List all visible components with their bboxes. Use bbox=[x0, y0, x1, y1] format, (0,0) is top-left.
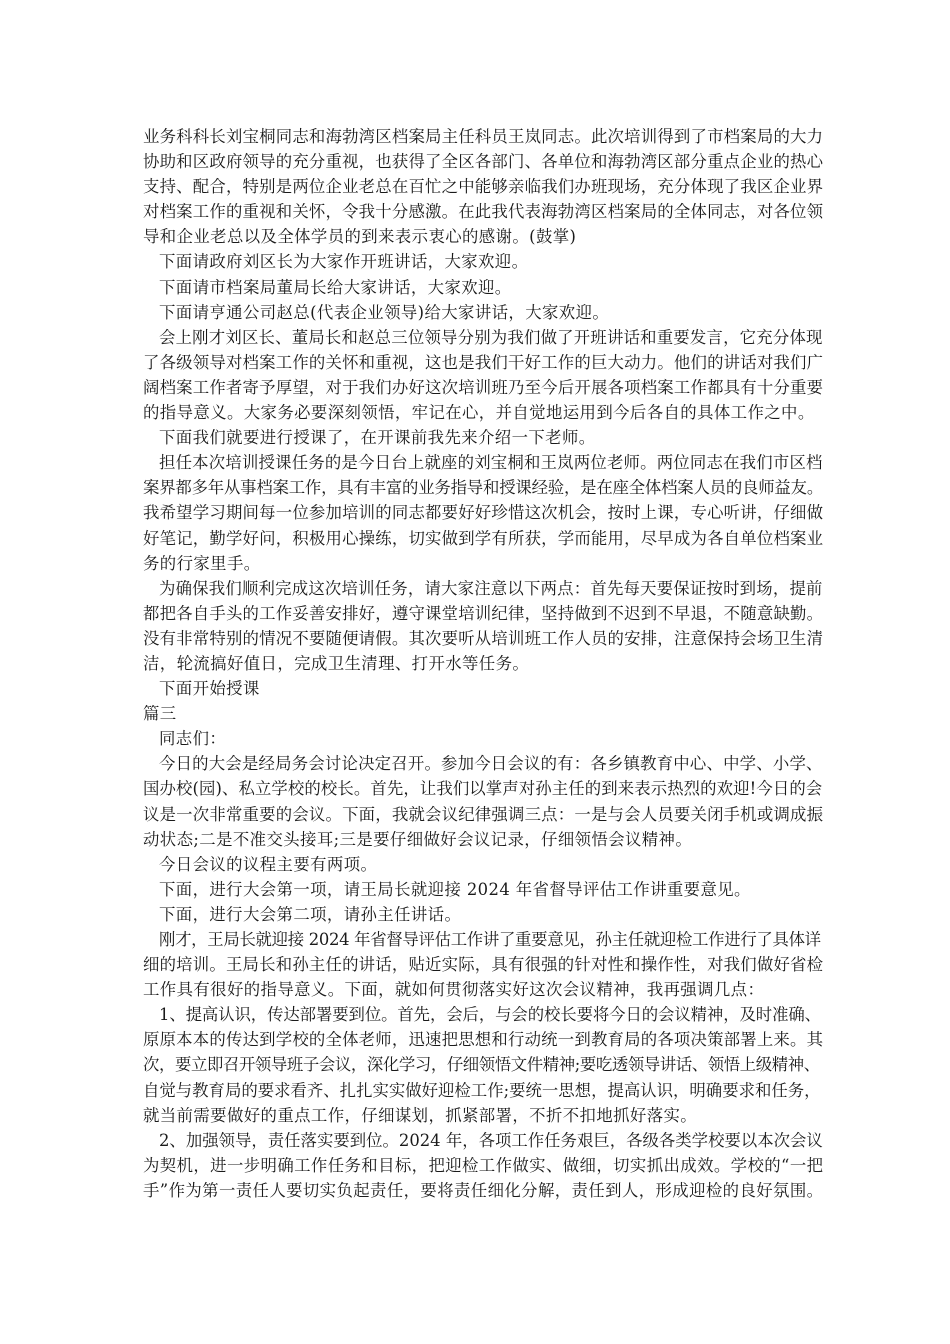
text-line: 今日会议的议程主要有两项。 bbox=[159, 854, 378, 874]
text-line: 工作具有很好的指导意义。下面，就如何贯彻落实好这次会议精神，我再强调几点： bbox=[143, 980, 765, 1000]
text-line: 我希望学习期间每一位参加培训的同志都要好好珍惜这次机会，按时上课，专心听讲，仔细做 bbox=[143, 503, 824, 523]
text-line: 下面开始授课 bbox=[159, 679, 260, 699]
text-line: 国办校(园)、私立学校的校长。首先，让我们以掌声对孙主任的到来表示热烈的欢迎!今日的会 bbox=[143, 779, 823, 799]
text-line: 洁，轮流搞好值日，完成卫生清理、打开水等任务。 bbox=[143, 653, 530, 673]
text-line: 没有非常特别的情况不要随便请假。其次要听从培训班工作人员的安排，注意保持会场卫生清 bbox=[143, 628, 824, 648]
text-line: 动状态;二是不准交头接耳;三是要仔细做好会议记录，仔细领悟会议精神。 bbox=[143, 829, 693, 849]
text-line: 下面，进行大会第一项，请王局长就迎接 2024 年省督导评估工作讲重要意见。 bbox=[159, 879, 751, 899]
text-line: 刚才，王局长就迎接 2024 年省督导评估工作讲了重要意见，孙主任就迎检工作进行了具体详 bbox=[159, 930, 821, 949]
text-line: 都把各自手头的工作妥善安排好，遵守课堂培训纪律，坚持做到不迟到不早退，不随意缺勤。 bbox=[143, 603, 824, 623]
text-line: 自觉与教育局的要求看齐、扎扎实实做好迎检工作;要统一思想，提高认识，明确要求和任务， bbox=[143, 1080, 821, 1100]
text-line: 2、加强领导，责任落实要到位。2024 年，各项工作任务艰巨，各级各类学校要以本次会议 bbox=[159, 1130, 823, 1150]
text-line: 1、提高认识，传达部署要到位。首先，会后，与会的校长要将今日的会议精神，及时准确、 bbox=[159, 1005, 821, 1025]
text-line: 案界都多年从事档案工作，具有丰富的业务指导和授课经验，是在座全体档案人员的良师益友。 bbox=[143, 478, 824, 498]
text-line: 为契机，进一步明确工作任务和目标，把迎检工作做实、做细，切实抓出成效。学校的“一把 bbox=[143, 1155, 824, 1175]
text-line: 议是一次非常重要的会议。下面，我就会议纪律强调三点：一是与会人员要关闭手机或调成振 bbox=[143, 804, 824, 824]
text-line: 协助和区政府领导的充分重视，也获得了全区各部门、各单位和海勃湾区部分重点企业的热心 bbox=[143, 152, 824, 172]
document-body bbox=[143, 124, 823, 1203]
text-line: 下面请亨通公司赵总(代表企业领导)给大家讲话，大家欢迎。 bbox=[159, 302, 610, 322]
text-line: 下面，进行大会第二项，请孙主任讲话。 bbox=[159, 904, 462, 924]
text-line: 了各级领导对档案工作的关怀和重视，这也是我们干好工作的巨大动力。他们的讲话对我们广 bbox=[143, 352, 824, 372]
text-line: 的指导意义。大家务必要深刻领悟，牢记在心，并自觉地运用到今后各自的具体工作之中。 bbox=[143, 403, 815, 423]
text-line: 下面我们就要进行授课了，在开课前我先来介绍一下老师。 bbox=[159, 428, 596, 448]
text-line: 次，要立即召开领导班子会议，深化学习，仔细领悟文件精神;要吃透领导讲话、领悟上级精神、 bbox=[143, 1055, 820, 1075]
text-line: 业务科科长刘宝桐同志和海勃湾区档案局主任科员王岚同志。此次培训得到了市档案局的大力 bbox=[143, 127, 824, 146]
text-line: 下面请市档案局董局长给大家讲话，大家欢迎。 bbox=[159, 277, 512, 297]
text-line: 阔档案工作者寄予厚望，对于我们办好这次培训班乃至今后开展各项档案工作都具有十分重要 bbox=[143, 377, 824, 397]
text-line: 会上刚才刘区长、董局长和赵总三位领导分别为我们做了开班讲话和重要发言，它充分体现 bbox=[159, 327, 823, 347]
text-line: 细的培训。王局长和孙主任的讲话，贴近实际，具有很强的针对性和操作性，对我们做好省检 bbox=[143, 955, 824, 975]
text-line: 今日的大会是经局务会讨论决定召开。参加今日会议的有：各乡镇教育中心、中学、小学、 bbox=[159, 754, 823, 774]
text-line: 下面请政府刘区长为大家作开班讲话，大家欢迎。 bbox=[159, 252, 529, 272]
text-line: 原原本本的传达到学校的全体老师，迅速把思想和行动统一到教育局的各项决策部署上来。其 bbox=[143, 1030, 824, 1050]
text-line: 手”作为第一责任人要切实负起责任，要将责任细化分解，责任到人，形成迎检的良好氛围。 bbox=[143, 1180, 824, 1200]
text-line: 为确保我们顺利完成这次培训任务，请大家注意以下两点：首先每天要保证按时到场，提前 bbox=[159, 578, 823, 598]
text-line: 就当前需要做好的重点工作，仔细谋划，抓紧部署，不折不扣地抓好落实。 bbox=[143, 1105, 698, 1125]
text-line: 同志们： bbox=[159, 729, 227, 749]
text-line: 对档案工作的重视和关怀，令我十分感激。在此我代表海勃湾区档案局的全体同志，对各位领 bbox=[143, 202, 824, 222]
text-line: 务的行家里手。 bbox=[143, 553, 261, 573]
text-line: 好笔记，勤学好问，积极用心操练，切实做到学有所获，学而能用，尽早成为各自单位档案业 bbox=[143, 528, 824, 548]
text-line: 导和企业老总以及全体学员的到来表示衷心的感谢。(鼓掌) bbox=[143, 227, 577, 247]
text-line: 篇三 bbox=[143, 704, 177, 724]
text-line: 支持、配合，特别是两位企业老总在百忙之中能够亲临我们办班现场，充分体现了我区企业界 bbox=[143, 177, 824, 197]
text-line: 担任本次培训授课任务的是今日台上就座的刘宝桐和王岚两位老师。两位同志在我们市区档 bbox=[159, 453, 823, 473]
